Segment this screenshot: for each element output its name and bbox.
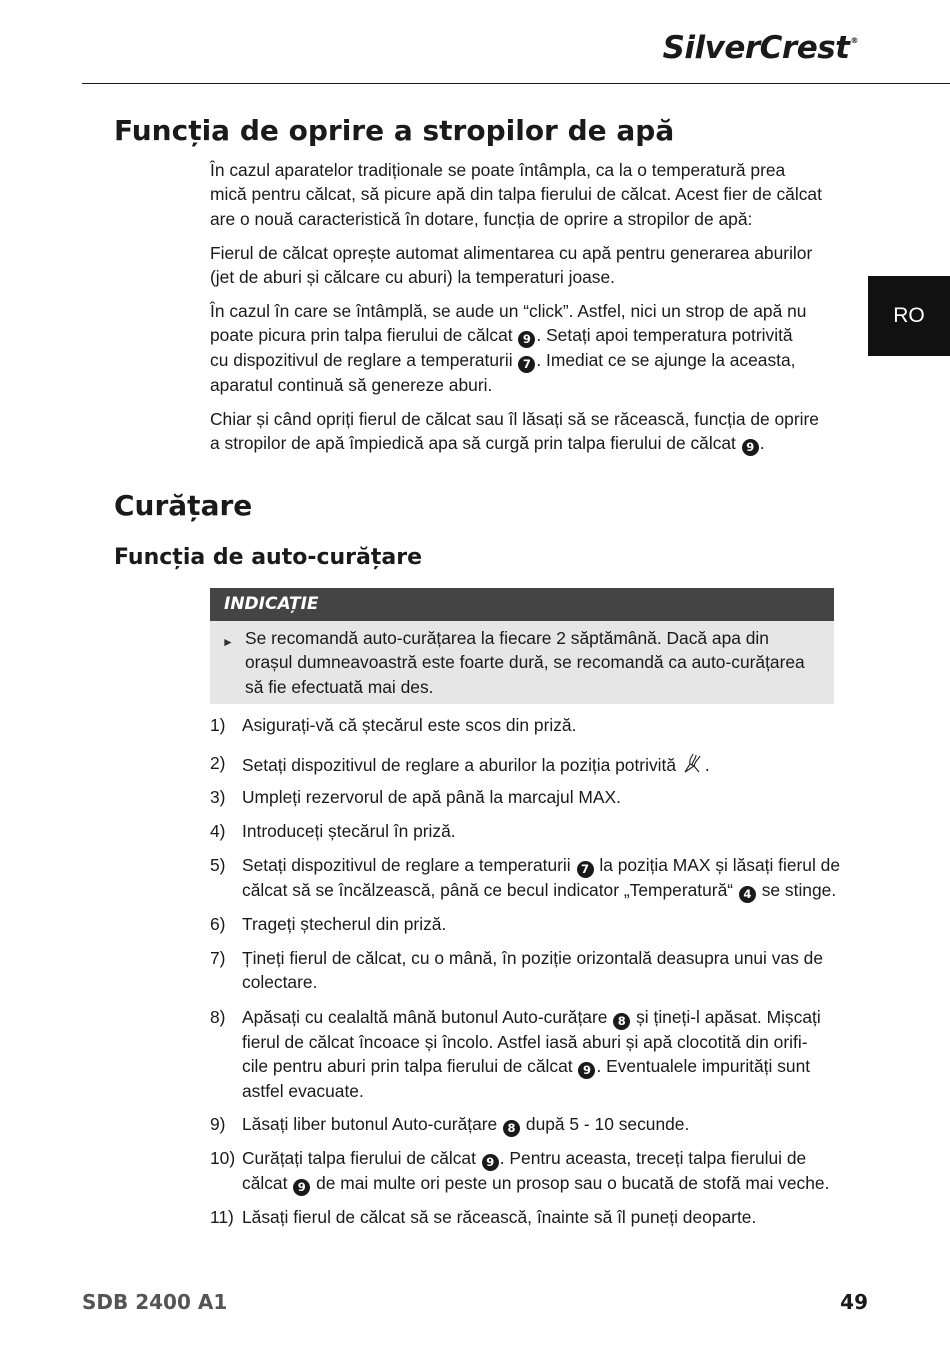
- ref-soleplate-9: 9: [518, 331, 535, 348]
- note-box: [210, 588, 834, 704]
- footer-page-number: 49: [840, 1290, 868, 1314]
- ref-soleplate-9: 9: [742, 439, 759, 456]
- paragraph-auto-stop: Fierul de călcat oprește automat alimentarea cu apă pentru generarea aburilor (jet de aburi și călcare cu aburi) la temperaturi joase.: [210, 243, 813, 288]
- language-tab: RO: [868, 276, 950, 356]
- ref-temperature-dial-7: 7: [518, 356, 535, 373]
- paragraph-cooling: Chiar și când opriți fierul de călcat sau îl lăsați să se răcească, funcția de oprire a stropilor de apă împiedică apa să curgă prin talpa fierului de călcat 9 .: [210, 409, 819, 455]
- brand-logo: SilverCrest®: [662, 30, 858, 66]
- ref-soleplate-9: 9: [578, 1062, 595, 1079]
- section-title-water-stop: Funcția de oprire a stropilor de apă: [114, 114, 675, 147]
- section-title-cleaning: Curățare: [114, 489, 253, 522]
- paragraph-click: În cazul în care se întâmplă, se aude un “click”. Astfel, nici un strop de apă nu poate picura prin talpa fierului de călcat 9 . Setați apoi temperatura potrivită cu dispozitivul de reglare a temperaturii 7 . Imediat ce se ajunge la aceasta, aparatul continuă să genereze aburi.: [210, 301, 807, 396]
- ref-self-clean-button-8: 8: [503, 1120, 520, 1137]
- note-body: ► Se recomandă auto-curățarea la fiecare 2 săptămână. Dacă apa din orașul dumneavoastră este foarte dură, se recomandă ca auto-curățarea să fie efectuată mai des.: [222, 628, 805, 697]
- footer-model-number: SDB 2400 A1: [82, 1290, 228, 1314]
- ref-temperature-dial-7: 7: [577, 861, 594, 878]
- ref-self-clean-button-8: 8: [613, 1013, 630, 1030]
- note-header: INDICAȚIE: [210, 588, 834, 621]
- subsection-title-self-clean: Funcția de auto-curățare: [114, 545, 422, 570]
- bullet-arrow-icon: ►: [222, 635, 234, 649]
- ref-soleplate-9: 9: [293, 1179, 310, 1196]
- paragraph-intro: În cazul aparatelor tradiționale se poate întâmpla, ca la o temperatură prea mică pentru călcat, să picure apă din talpa fierului de călcat. Acest fier de călcat are o nouă caracteristică în dotare, funcția de oprire a stropilor de apă:: [210, 160, 822, 229]
- ref-temperature-lamp-4: 4: [739, 886, 756, 903]
- header-divider: [82, 83, 950, 84]
- ref-soleplate-9: 9: [482, 1154, 499, 1171]
- steam-setting-icon: [681, 751, 705, 775]
